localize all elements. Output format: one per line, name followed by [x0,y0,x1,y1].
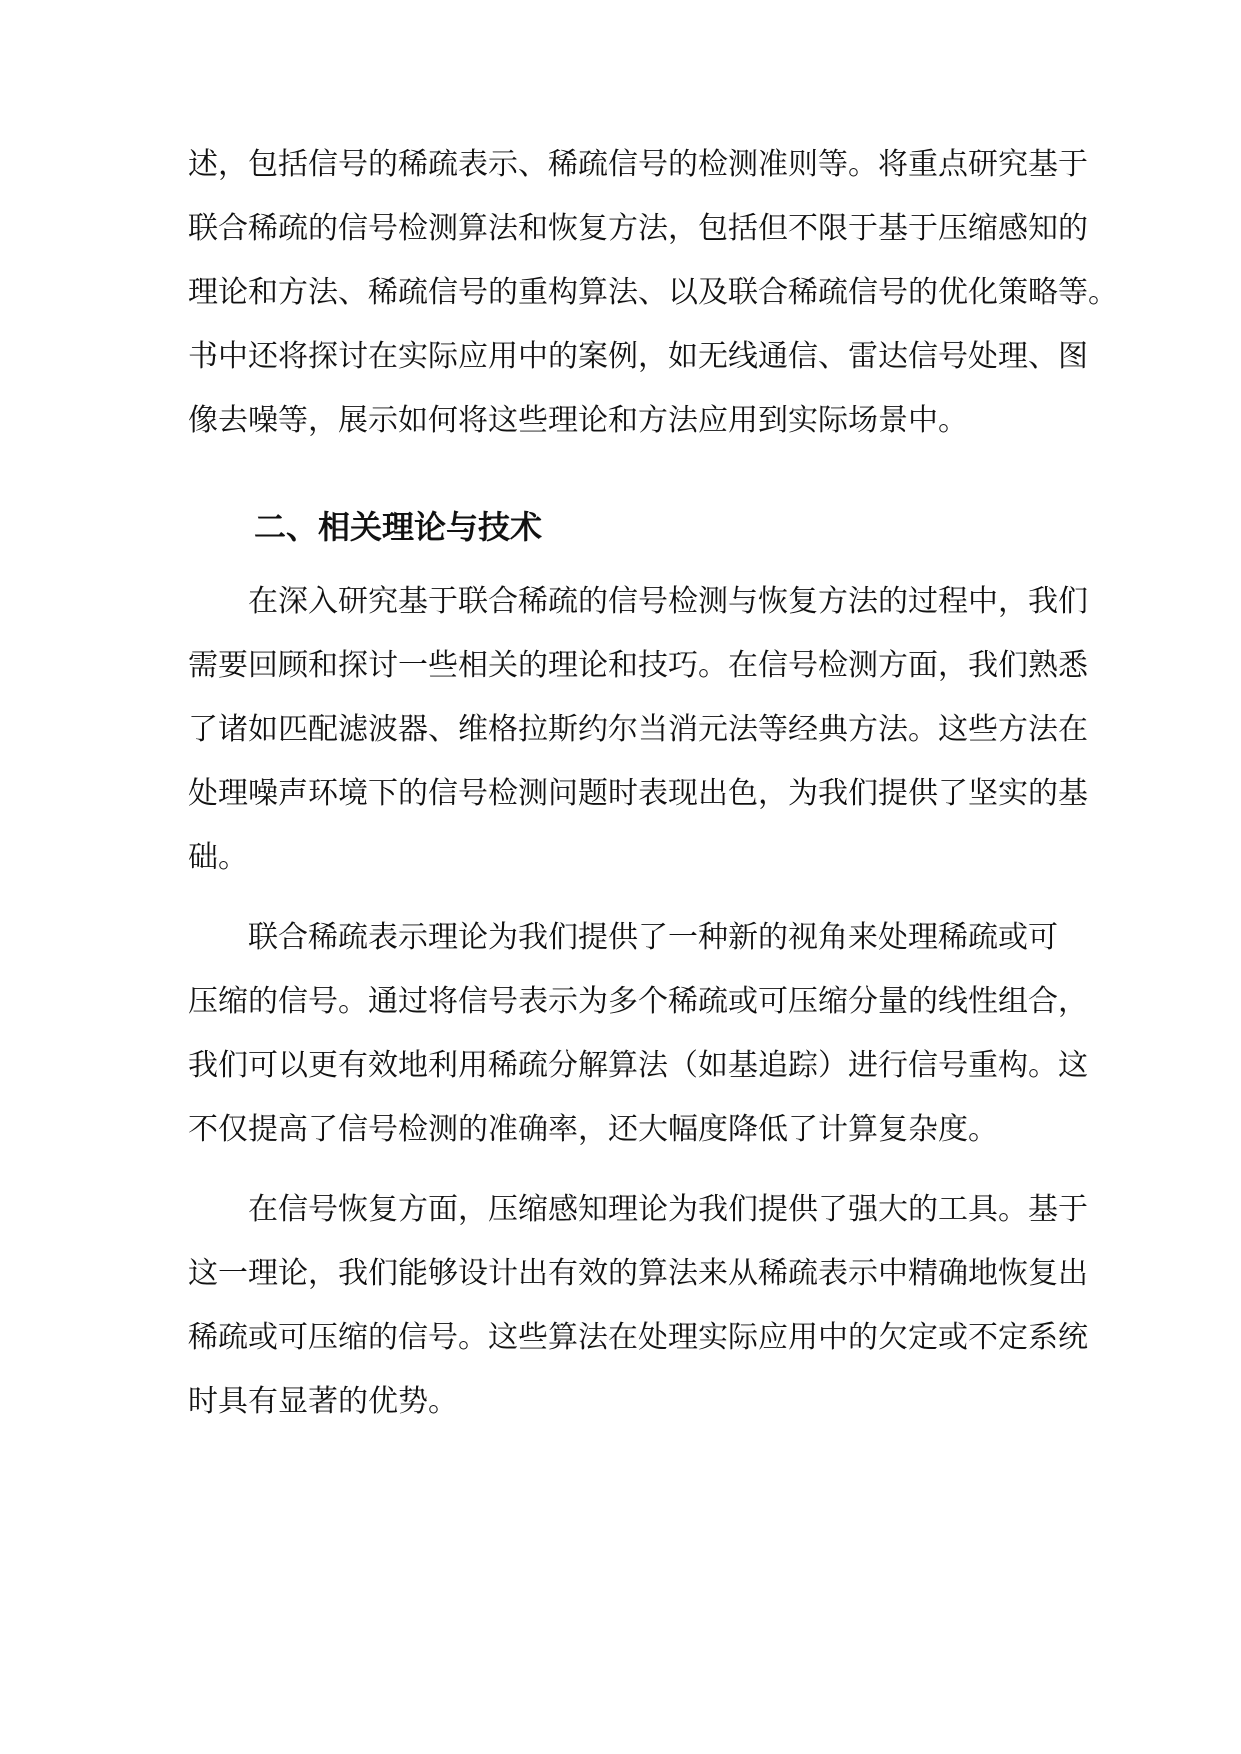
paragraph-line: 不仅提高了信号检测的准确率，还大幅度降低了计算复杂度。 [188,1112,998,1147]
paragraph-line: 稀疏或可压缩的信号。这些算法在处理实际应用中的欠定或不定系统 [188,1320,1088,1355]
paragraph-line: 理论和方法、稀疏信号的重构算法、以及联合稀疏信号的优化策略等。 [188,275,1118,310]
paragraph-line: 联合稀疏表示理论为我们提供了一种新的视角来处理稀疏或可 [248,920,1058,955]
paragraph-line: 时具有显著的优势。 [188,1384,458,1419]
paragraph-line: 础。 [188,840,248,875]
paragraph-line: 这一理论，我们能够设计出有效的算法来从稀疏表示中精确地恢复出 [188,1256,1088,1291]
paragraph-line: 联合稀疏的信号检测算法和恢复方法，包括但不限于基于压缩感知的 [188,211,1088,246]
section-heading: 二、相关理论与技术 [254,508,543,546]
paragraph-line: 需要回顾和探讨一些相关的理论和技巧。在信号检测方面，我们熟悉 [188,648,1088,683]
paragraph-line: 了诸如匹配滤波器、维格拉斯约尔当消元法等经典方法。这些方法在 [188,712,1088,747]
paragraph-line: 我们可以更有效地利用稀疏分解算法（如基追踪）进行信号重构。这 [188,1048,1088,1083]
paragraph-line: 在深入研究基于联合稀疏的信号检测与恢复方法的过程中，我们 [248,584,1088,619]
paragraph-line: 述，包括信号的稀疏表示、稀疏信号的检测准则等。将重点研究基于 [188,147,1088,182]
paragraph-line: 像去噪等，展示如何将这些理论和方法应用到实际场景中。 [188,403,968,438]
paragraph-line: 处理噪声环境下的信号检测问题时表现出色，为我们提供了坚实的基 [188,776,1088,811]
paragraph-line: 在信号恢复方面，压缩感知理论为我们提供了强大的工具。基于 [248,1192,1088,1227]
paragraph-line: 压缩的信号。通过将信号表示为多个稀疏或可压缩分量的线性组合， [188,984,1088,1019]
paragraph-line: 书中还将探讨在实际应用中的案例，如无线通信、雷达信号处理、图 [188,339,1088,374]
